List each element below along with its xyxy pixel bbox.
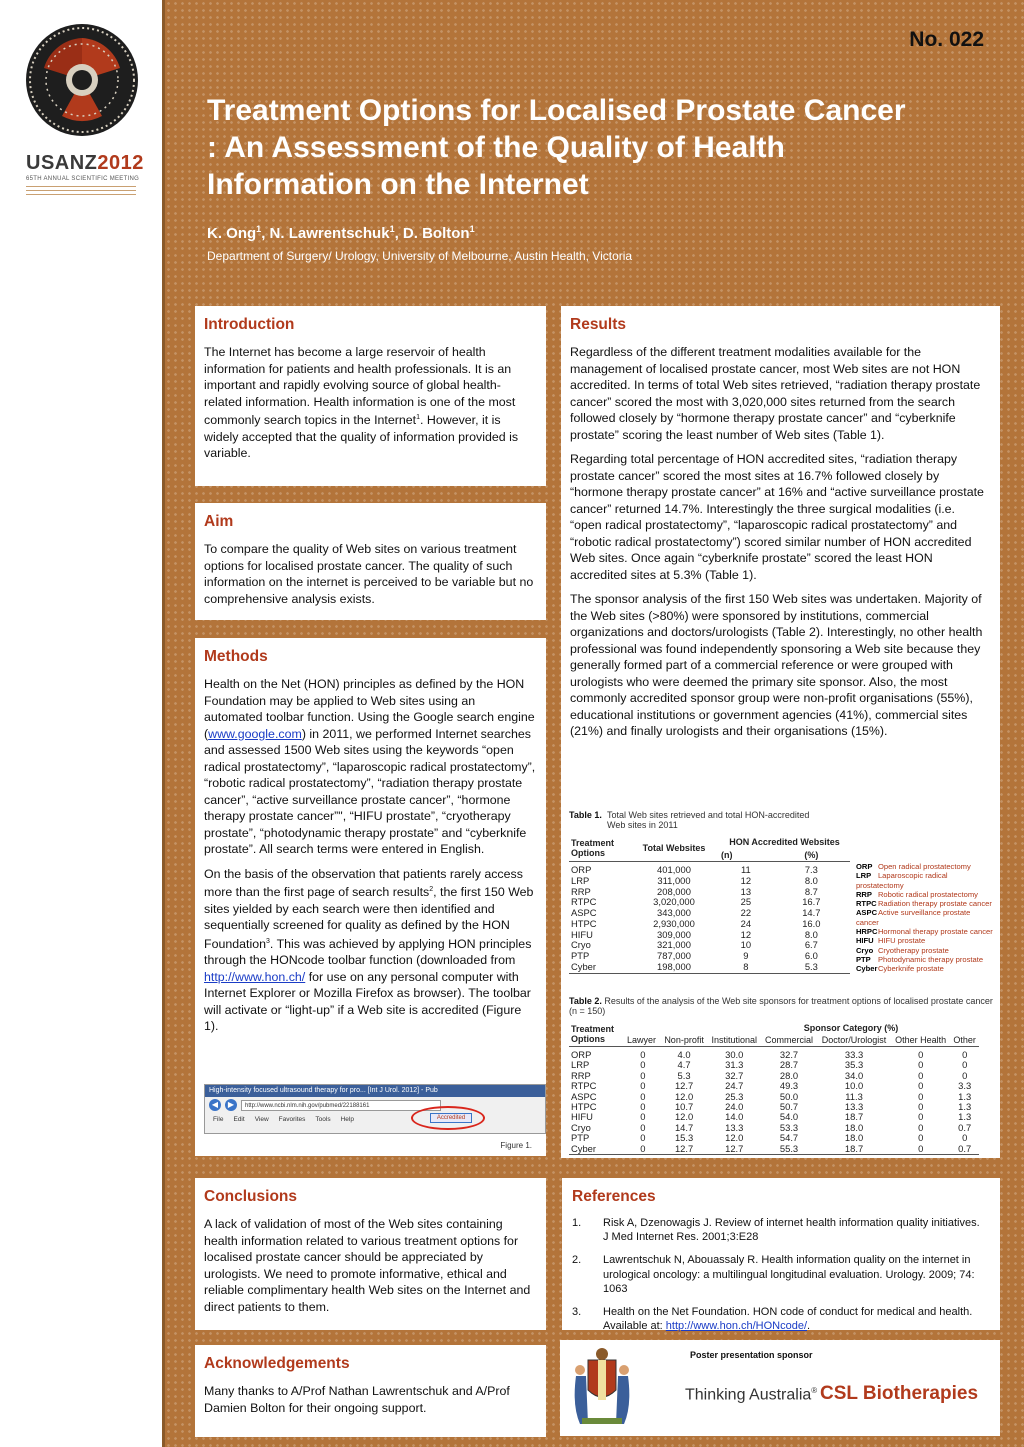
table-cell: 12 bbox=[740, 928, 752, 940]
table-cell: 6.0 bbox=[804, 950, 818, 962]
table-cell: ASPC bbox=[571, 907, 597, 919]
table-cell: 13 bbox=[740, 885, 752, 897]
methods-heading: Methods bbox=[204, 648, 268, 665]
introduction-heading: Introduction bbox=[204, 316, 295, 333]
table-cell: 0 bbox=[918, 1090, 924, 1102]
table-cell: 0.7 bbox=[958, 1121, 972, 1133]
table-2-grid: Treatment Options Sponsor Category (%) Lawyer Non-profit Institutional Commercial Doctor/Urologist Other Health Other ORP 0 4.0 30.0 32.7 33.3 0 0 LRP 0 4.7 31.3 28.7 35.3 0 0 RRP 0 5.3 32.7 28.0 34.0 0 0 RTPC 0 12.7 24.7 49.3 10.0 0 3.3 ASPC 0 12.0 25.3 50.0 11.3 0 1.3 HTPC 0 10.7 24.0 50.7 13.3 0 1.3 HIFU 0 12.0 14.0 54.0 18.7 0 1.3 Cryo 0 14.7 13.3 53.3 18.0 0 0.7 PTP 0 15.3 12.0 54.7 18.0 0 0 Cyber 0 12.7 12.7 55.3 18.7 0 0.7 bbox=[569, 1022, 979, 1155]
table-cell: RRP bbox=[571, 885, 591, 897]
table-row bbox=[569, 861, 850, 875]
table-cell: 24 bbox=[740, 917, 752, 929]
methods-section bbox=[195, 638, 546, 1156]
table-cell: 10.0 bbox=[844, 1080, 864, 1092]
table-cell: PTP bbox=[571, 950, 590, 962]
table-cell: LRP bbox=[571, 874, 590, 886]
figure-caption: Figure 1. bbox=[500, 1141, 532, 1150]
table-cell: 9 bbox=[743, 950, 749, 962]
authors: K. Ong$^1$, N. Lawrentschuk$^1$, D. Bolton$^1$ bbox=[207, 224, 475, 242]
table-column-header: Institutional bbox=[708, 1034, 761, 1047]
table-row bbox=[569, 1144, 979, 1155]
table-cell: RTPC bbox=[571, 1080, 597, 1092]
table-cell: 8.0 bbox=[804, 928, 818, 940]
table-cell: 0 bbox=[640, 1101, 646, 1113]
table-cell: Cryo bbox=[571, 1121, 591, 1133]
table-cell: 0 bbox=[918, 1059, 924, 1071]
abbreviation-item: LRP Laparoscopic radical prostatectomy bbox=[855, 871, 948, 890]
table-cell: 1.3 bbox=[958, 1111, 972, 1123]
table-cell: 13.3 bbox=[725, 1121, 744, 1133]
table-cell: 25 bbox=[740, 896, 752, 908]
table-cell: 0 bbox=[918, 1111, 924, 1123]
table-cell: 0 bbox=[918, 1132, 924, 1144]
table-cell: Cryo bbox=[571, 939, 591, 951]
table-cell: 12 bbox=[740, 874, 752, 886]
conclusions-heading: Conclusions bbox=[204, 1188, 298, 1205]
table-column-header: Other Health bbox=[891, 1034, 950, 1047]
reference-item: 1. Risk A, Dzenowagis J. Review of internet health information quality initiatives. J Med Internet Res. 2001;3:E28 bbox=[572, 1217, 980, 1244]
conclusions-text: A lack of validation of most of the Web sites containing health information related to various treatment options for localised prostate cancer should be appreciated by urologists. We need to promote informative, ethical and reliable complimentary health Web sites on the Internet and direct patients to them. bbox=[204, 1217, 531, 1314]
figure-1-browser bbox=[204, 1084, 546, 1134]
table-cell: PTP bbox=[571, 1132, 590, 1144]
table-cell: 0 bbox=[640, 1132, 646, 1144]
table-cell: 12.7 bbox=[725, 1142, 744, 1154]
table-cell: 0 bbox=[962, 1069, 968, 1081]
table-cell: 0 bbox=[962, 1059, 968, 1071]
table-cell: 6.7 bbox=[804, 939, 818, 951]
table-cell: 321,000 bbox=[657, 939, 691, 951]
acknowledgements-text: Many thanks to A/Prof Nathan Lawrentschuk and A/Prof Damien Bolton for their ongoing support. bbox=[204, 1384, 510, 1415]
coat-of-arms-icon bbox=[570, 1346, 634, 1428]
table-cell: 0 bbox=[640, 1080, 646, 1092]
table-cell: 25.3 bbox=[725, 1090, 744, 1102]
table-cell: 5.3 bbox=[677, 1069, 691, 1081]
browser-menu: File Edit View Favorites Tools Help bbox=[213, 1116, 354, 1123]
abbreviation-item: PTP Photodynamic therapy prostate bbox=[855, 954, 984, 964]
table-cell: HTPC bbox=[571, 1101, 597, 1113]
table-cell: LRP bbox=[571, 1059, 590, 1071]
table-cell: 31.3 bbox=[725, 1059, 744, 1071]
table-cell: 0 bbox=[918, 1049, 924, 1060]
references-list bbox=[572, 1216, 986, 1333]
honcode-link[interactable]: http://www.hon.ch/HONcode/ bbox=[665, 1320, 808, 1333]
highlight-circle bbox=[411, 1106, 485, 1130]
sidebar bbox=[0, 0, 165, 1447]
table-cell: 50.0 bbox=[779, 1090, 799, 1102]
table-cell: 0 bbox=[918, 1101, 924, 1113]
table-cell: 12.7 bbox=[674, 1080, 694, 1092]
table-cell: 0 bbox=[640, 1069, 646, 1081]
table-cell: 33.3 bbox=[844, 1049, 864, 1060]
table-cell: 0 bbox=[918, 1080, 924, 1092]
table-cell: 34.0 bbox=[844, 1069, 864, 1081]
accredited-badge: Accredited bbox=[430, 1113, 472, 1123]
acknowledgements-heading: Acknowledgements bbox=[204, 1355, 350, 1372]
table-cell: 0 bbox=[918, 1121, 924, 1133]
table-cell: 0 bbox=[640, 1090, 646, 1102]
table-cell: 2,930,000 bbox=[653, 917, 695, 929]
reference-item: 2. Lawrentschuk N, Abouassaly R. Health information quality on the internet in urological oncology: a multilingual longitudinal evaluation. Urology. 2009; 74: 1063 bbox=[572, 1254, 975, 1295]
abbreviation-item: HRPCHormonal therapy prostate cancer bbox=[855, 927, 993, 937]
references-section bbox=[562, 1178, 1000, 1333]
table-cell: 311,000 bbox=[657, 874, 691, 886]
table-cell: Cyber bbox=[571, 960, 597, 972]
references-heading: References bbox=[572, 1188, 656, 1205]
table-cell: 14.0 bbox=[725, 1111, 744, 1123]
table-cell: 14.7 bbox=[674, 1121, 694, 1133]
table-cell: 3,020,000 bbox=[653, 896, 695, 908]
table-cell: RRP bbox=[571, 1069, 591, 1081]
conclusions-section bbox=[195, 1178, 546, 1330]
table-cell: 0 bbox=[640, 1111, 646, 1123]
table-cell: 0 bbox=[640, 1049, 646, 1060]
introduction-section bbox=[195, 306, 546, 486]
results-text-3: The sponsor analysis of the first 150 Web sites was undertaken. Majority of the Web sites (>80%) were sponsored by institutions, commercial organizations and doctors/urologists (Table 2). Interestingly, no other health professional was found independently sponsoring a Web site because they generally formed part of a commercial reference or were grouped with urologists who were deemed the primary site sponsor. Also, the most commonly accredited sponsor group were non-profit organisations (55%), educational institutions or government agencies (41%), commercial sites (21%) and finally urologists and their organisations (15%). bbox=[570, 592, 983, 738]
table-cell: 0 bbox=[962, 1132, 968, 1144]
poster-number: No. 022 bbox=[909, 28, 984, 51]
results-section bbox=[561, 306, 1000, 1158]
table-1-abbreviations bbox=[856, 836, 993, 974]
methods-text-2: On the basis of the observation that patients rarely access more than the first page of search results$^2$, the first 150 Web sites yielded by each search were then identified and sequentially screened for quality as defined by the HON Foundation$^3$. This was achieved by applying HON principles through the HONcode toolbar function (downloaded from http://www.hon.ch/ for use on any personal computer with Internet Explorer or Mozilla Firefox as browser). The toolbar will activate or “light-up” if a Web site is accredited (Figure 1). bbox=[204, 866, 534, 1034]
table-cell: HTPC bbox=[571, 917, 597, 929]
table-cell: 54.7 bbox=[779, 1132, 799, 1144]
abbreviation-item: RTPCRadiation therapy prostate cancer bbox=[855, 899, 992, 909]
abbreviation-item: ASPCActive surveillance prostate cancer bbox=[855, 908, 971, 927]
table-cell: 208,000 bbox=[657, 885, 691, 897]
table-cell: 15.3 bbox=[674, 1132, 694, 1144]
results-text-1: Regardless of the different treatment modalities available for the management of localised prostate cancer, most Web sites are not HON accredited. In terms of total Web sites retrieved, “radiation therapy prostate cancer” scored the most with 3,020,000 sites returned from the search followed closely by “hormone therapy prostate cancer” and “cyberknife prostate” scoring the least number of Web sites (Table 1). bbox=[570, 345, 981, 442]
table-cell: ASPC bbox=[571, 1090, 597, 1102]
table-cell: 0 bbox=[918, 1069, 924, 1081]
aim-heading: Aim bbox=[204, 513, 234, 530]
table-cell: 3.3 bbox=[958, 1080, 972, 1092]
table-cell: 12.0 bbox=[725, 1132, 744, 1144]
table-cell: 16.7 bbox=[802, 896, 821, 908]
aim-section bbox=[195, 503, 546, 620]
csl-logo: CSL Biotherapies bbox=[820, 1383, 979, 1404]
table-cell: 49.3 bbox=[779, 1080, 799, 1092]
browser-title-bar: High-intensity focused ultrasound therapy for pro... [Int J Urol. 2012] - Pub bbox=[205, 1085, 545, 1097]
methods-text-1: Health on the Net (HON) principles as defined by the HON Foundation may be applied to Web sites using an automated toolbar function. Using the Google search engine (www.google.com) in 2011, we performed Internet searches and assessed 1500 Web sites using the keywords “open radical prostatectomy”, “laparoscopic radical prostatectomy”, “robotic radical prostatectomy”, “radiation therapy prostate cancer”, “active surveillance prostate cancer”, “hormone therapy prostate cancer”", “HIFU prostate”, “cryotherapy prostate”, “photodynamic therapy prostate” and “cyberknife prostate”. All search terms were entered in English. bbox=[204, 677, 536, 856]
table-cell: 24.7 bbox=[725, 1080, 744, 1092]
abbreviation-item: ORP Open radical prostatectomy bbox=[855, 862, 971, 871]
table-cell: 8.7 bbox=[804, 885, 818, 897]
thinking-australia-logo: Thinking Australia® bbox=[685, 1386, 818, 1404]
usanz-logo-icon bbox=[22, 18, 142, 148]
table-cell: 50.7 bbox=[779, 1101, 799, 1113]
table-2 bbox=[569, 996, 995, 1155]
table-column-header: Lawyer bbox=[625, 1034, 661, 1047]
table-cell: 28.7 bbox=[779, 1059, 799, 1071]
table-cell: 0 bbox=[962, 1049, 968, 1060]
table-cell: 16.0 bbox=[802, 917, 821, 929]
table-cell: 0.7 bbox=[958, 1142, 972, 1154]
reference-item: 3. Health on the Net Foundation. HON code of conduct for medical and health. Available at: http://www.hon.ch/HONcode/. bbox=[572, 1306, 973, 1333]
forward-arrow-icon: ▶ bbox=[225, 1099, 237, 1111]
table-cell: 32.7 bbox=[725, 1069, 744, 1081]
table-cell: 30.0 bbox=[725, 1049, 744, 1060]
table-row bbox=[569, 876, 850, 887]
abbreviation-item: CyberCyberknife prostate bbox=[855, 964, 944, 974]
table-cell: HIFU bbox=[571, 1111, 593, 1123]
abbreviation-item: Cryo Cryotherapy prostate bbox=[855, 945, 949, 955]
introduction-text: The Internet has become a large reservoir of health information for patients and health professionals. It is an important and rapidly evolving source of global health-related information. Health information is one of the most commonly search topics in the Internet$^1$. However, it is widely accepted that the quality of information provided is variable. bbox=[204, 345, 519, 461]
table-cell: ORP bbox=[571, 1049, 592, 1060]
table-cell: 14.7 bbox=[802, 907, 821, 919]
table-cell: 55.3 bbox=[779, 1142, 799, 1154]
table-cell: 28.0 bbox=[779, 1069, 799, 1081]
table-cell: 4.7 bbox=[677, 1059, 691, 1071]
table-cell: 11.3 bbox=[845, 1090, 863, 1102]
table-cell: 22 bbox=[740, 907, 752, 919]
table-1-caption: Table 1. Total Web sites retrieved and total HON-accredited Web sites in 2011 bbox=[569, 810, 810, 830]
table-cell: 1.3 bbox=[958, 1090, 972, 1102]
results-heading: Results bbox=[570, 316, 626, 333]
sponsor-section bbox=[560, 1340, 1000, 1436]
logo-subtitle: 65TH ANNUAL SCIENTIFIC MEETING bbox=[26, 176, 140, 182]
table-cell: 1.3 bbox=[958, 1101, 972, 1113]
abbreviation-item: HIFU HIFU prostate bbox=[855, 936, 926, 946]
table-column-header: Non-profit bbox=[661, 1034, 708, 1047]
table-row bbox=[569, 919, 850, 930]
table-cell: ORP bbox=[571, 864, 592, 876]
hon-link[interactable]: http://www.hon.ch/ bbox=[204, 969, 306, 984]
table-cell: 12.0 bbox=[674, 1090, 694, 1102]
browser-address: http://www.ncbi.nlm.nih.gov/pubmed/22188161 bbox=[241, 1100, 441, 1111]
department: Department of Surgery/ Urology, University of Melbourne, Austin Health, Victoria bbox=[207, 249, 633, 263]
table-cell: 18.0 bbox=[844, 1132, 864, 1144]
table-cell: 12.0 bbox=[674, 1111, 694, 1123]
poster-title: Treatment Options for Localised Prostate Cancer : An Assessment of the Quality of Health Information on the Internet bbox=[207, 94, 906, 201]
table-cell: 0 bbox=[640, 1142, 646, 1154]
table-cell: 13.3 bbox=[844, 1101, 864, 1113]
table-cell: 4.0 bbox=[677, 1049, 691, 1060]
table-cell: 24.0 bbox=[725, 1101, 744, 1113]
table-cell: 35.3 bbox=[844, 1059, 864, 1071]
table-column-header: Commercial bbox=[761, 1034, 817, 1047]
table-column-header: Doctor/Urologist bbox=[817, 1034, 891, 1047]
abbreviation-item: RRP Robotic radical prostatectomy bbox=[855, 889, 978, 899]
table-cell: 54.0 bbox=[779, 1111, 799, 1123]
table-row bbox=[569, 1047, 979, 1061]
table-cell: 7.3 bbox=[804, 864, 818, 876]
table-cell: 18.7 bbox=[844, 1142, 864, 1154]
table-cell: 309,000 bbox=[657, 928, 691, 940]
table-cell: 0 bbox=[918, 1142, 924, 1154]
google-link[interactable]: www.google.com bbox=[208, 726, 302, 741]
table-cell: 8.0 bbox=[804, 874, 818, 886]
table-cell: 198,000 bbox=[657, 960, 691, 972]
table-cell: 10.7 bbox=[674, 1101, 694, 1113]
table-cell: 32.7 bbox=[779, 1049, 799, 1060]
table-cell: 10 bbox=[740, 939, 752, 951]
sponsor-label: Poster presentation sponsor bbox=[690, 1350, 813, 1360]
table-cell: 18.7 bbox=[844, 1111, 864, 1123]
browser-address-row bbox=[205, 1097, 545, 1113]
results-text-2: Regarding total percentage of HON accredited sites, “radiation therapy prostate cancer” scored the most sites at 16.7% followed closely by “hormone therapy prostate cancer” at 16% and “active surveillance prostate cancer” returned 14.7%. Interestingly the three surgical modalities (i.e. “open radical prostatectomy”, “laparoscopic radical prostatectomy” and “robotic radical prostatectomy”) scored similar number of HON accredited Web sites. Once again “cyberknife prostate” scored the least HON accredited sites at 5.3% (Table 1). bbox=[570, 452, 984, 582]
table-cell: 401,000 bbox=[657, 864, 691, 876]
acknowledgements-section bbox=[195, 1345, 546, 1437]
table-cell: 787,000 bbox=[657, 950, 691, 962]
table-cell: Cyber bbox=[571, 1142, 597, 1154]
logo-text: USANZ2012 bbox=[26, 152, 144, 174]
table-cell: 0 bbox=[640, 1059, 646, 1071]
table-1 bbox=[569, 810, 993, 974]
table-cell: RTPC bbox=[571, 896, 597, 908]
table-2-caption: Table 2. Results of the analysis of the Web site sponsors for treatment options of localised prostate cancer (n = 150) bbox=[569, 996, 993, 1016]
logo-lines bbox=[26, 186, 136, 198]
table-1-grid: Treatment Options Total Websites HON Accredited Websites (n) (%) ORP 401,000 11 7.3 LRP 311,000 12 8.0 RRP 208,000 13 8.7 RTPC 3,020,000 25 16.7 ASPC 343,000 22 14.7 HTPC 2,930,000 24 16.0 HIFU 309,000 12 8.0 Cryo 321,000 10 6.7 PTP 787,000 9 6.0 Cyber 198,000 8 5.3 bbox=[569, 836, 850, 974]
table-cell: HIFU bbox=[571, 928, 593, 940]
table-cell: 11 bbox=[741, 864, 751, 876]
aim-text: To compare the quality of Web sites on various treatment options for localised prostate cancer. The quality of such information on the internet is perceived to be variable but no comprehensive analysis exists. bbox=[204, 542, 534, 606]
table-cell: 12.7 bbox=[674, 1142, 694, 1154]
table-cell: 18.0 bbox=[844, 1121, 864, 1133]
table-column-header: Other bbox=[950, 1034, 979, 1047]
table-cell: 5.3 bbox=[804, 960, 818, 972]
back-arrow-icon: ◀ bbox=[209, 1099, 221, 1111]
table-cell: 343,000 bbox=[657, 907, 691, 919]
table-cell: 8 bbox=[743, 960, 749, 972]
table-row bbox=[569, 962, 850, 973]
table-cell: 0 bbox=[640, 1121, 646, 1133]
table-cell: 53.3 bbox=[779, 1121, 799, 1133]
